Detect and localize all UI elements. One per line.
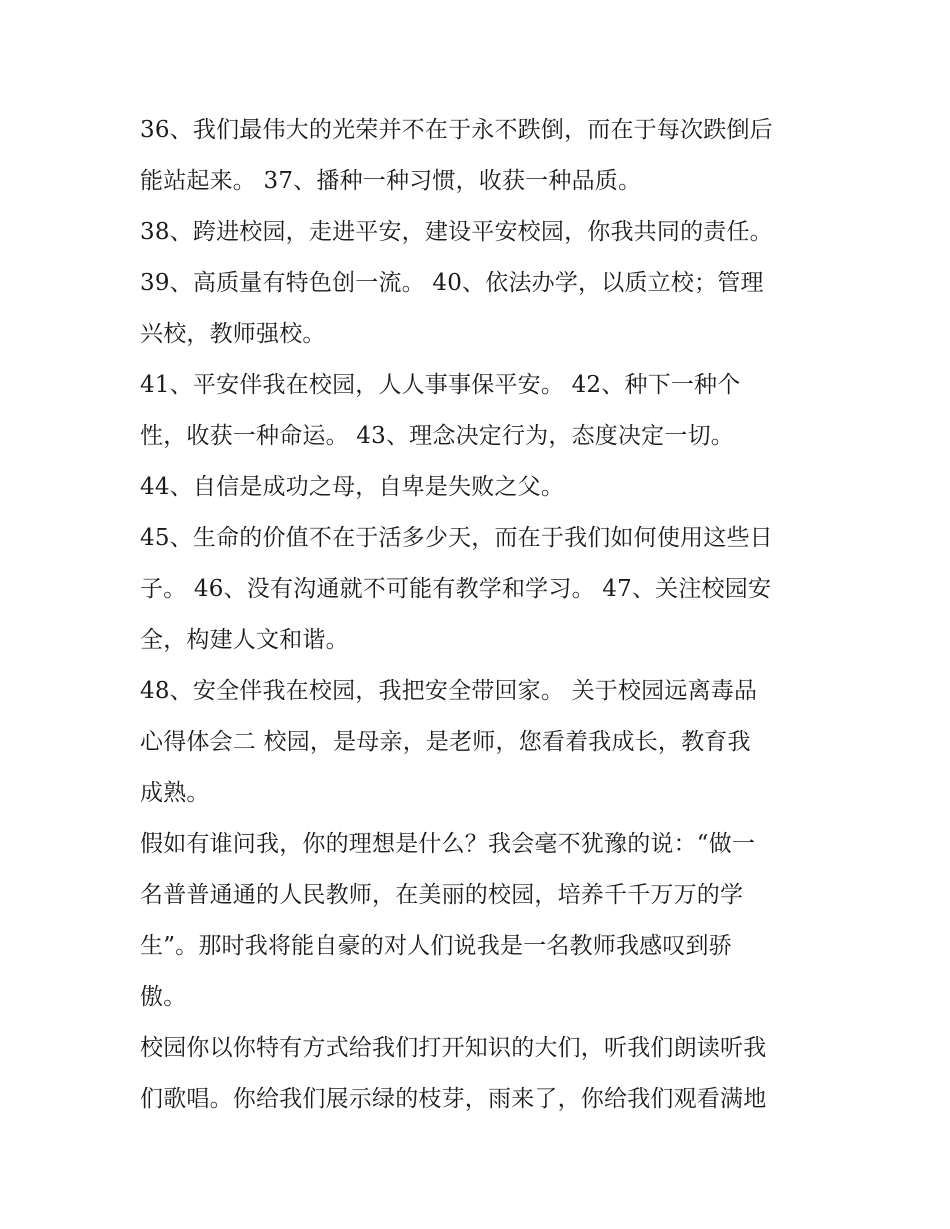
- text-line: 心得体会二 校园，是母亲，是老师，您看着我成长，教育我: [140, 729, 751, 755]
- text-line: 能站起来。 37、播种一种习惯，收获一种品质。: [140, 168, 642, 194]
- paragraph-41-43: [140, 360, 820, 462]
- text-line: 45、生命的价值不在于活多少天，而在于我们如何使用这些日: [140, 525, 773, 551]
- text-line: 36、我们最伟大的光荣并不在于永不跌倒，而在于每次跌倒后: [140, 117, 773, 143]
- paragraph-36-37: [140, 105, 820, 207]
- paragraph-campus: [140, 1023, 820, 1125]
- text-line: 假如有谁问我，你的理想是什么？我会毫不犹豫的说：“做一: [140, 831, 756, 857]
- paragraph-45-47: [140, 513, 820, 666]
- text-line: 傲。: [140, 984, 187, 1010]
- text-line: 48、安全伴我在校园，我把安全带回家。 关于校园远离毒品: [140, 678, 758, 704]
- text-line: 生”。那时我将能自豪的对人们说我是一名教师我感叹到骄: [140, 933, 732, 959]
- text-line: 38、跨进校园，走进平安，建设平安校园，你我共同的责任。: [140, 219, 773, 245]
- document-body: [140, 105, 820, 1125]
- text-line: 兴校，教师强校。: [140, 321, 326, 347]
- paragraph-44: [140, 462, 820, 513]
- text-line: 子。 46、没有沟通就不可能有教学和学习。 47、关注校园安: [140, 576, 772, 602]
- paragraph-ideal: [140, 819, 820, 1023]
- text-line: 性，收获一种命运。 43、理念决定行为，态度决定一切。: [140, 423, 734, 449]
- text-line: 全，构建人文和谐。: [140, 627, 349, 653]
- paragraph-39-40: [140, 258, 820, 360]
- text-line: 名普普通通的人民教师，在美丽的校园，培养千千万万的学: [140, 882, 744, 908]
- paragraph-38: [140, 207, 820, 258]
- text-line: 们歌唱。你给我们展示绿的枝芽，雨来了，你给我们观看满地: [140, 1086, 767, 1112]
- text-line: 校园你以你特有方式给我们打开知识的大们，听我们朗读听我: [140, 1035, 767, 1061]
- paragraph-48: [140, 666, 820, 819]
- text-line: 39、高质量有特色创一流。 40、依法办学，以质立校；管理: [140, 270, 764, 296]
- text-line: 41、平安伴我在校园，人人事事保平安。 42、种下一种个: [140, 372, 741, 398]
- text-line: 成熟。: [140, 780, 210, 806]
- text-line: 44、自信是成功之母，自卑是失败之父。: [140, 474, 565, 500]
